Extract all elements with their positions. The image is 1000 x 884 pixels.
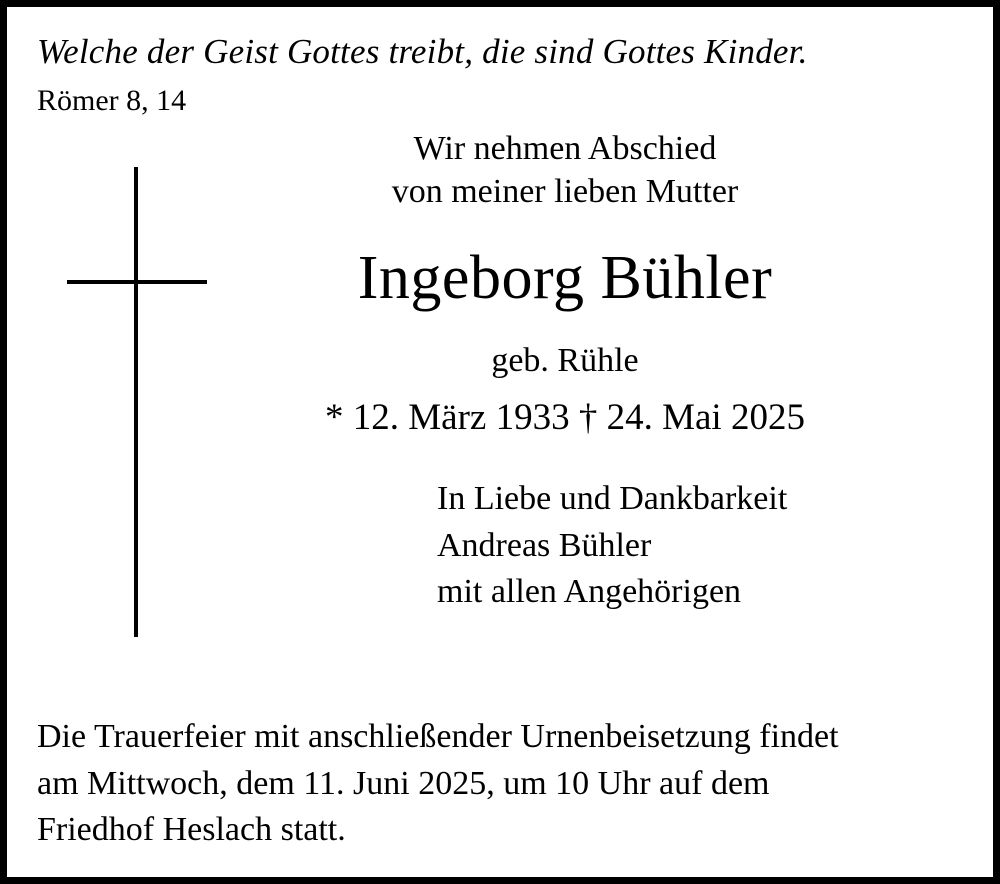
mourners-line-2: Andreas Bühler — [437, 526, 652, 564]
maiden-name: geb. Rühle — [491, 342, 639, 380]
deceased-name: Ingeborg Bühler — [357, 243, 773, 312]
mourners-line-3: mit allen Angehörigen — [437, 573, 742, 611]
bible-verse: Welche der Geist Gottes treibt, die sind Gottes Kinder. — [37, 32, 808, 71]
farewell-line-1: Wir nehmen Abschied — [413, 129, 717, 167]
funeral-line-2: am Mittwoch, dem 11. Juni 2025, um 10 Uhr auf dem — [37, 764, 770, 802]
mourners-line-1: In Liebe und Dankbarkeit — [437, 480, 788, 518]
cross-icon — [67, 167, 207, 637]
life-dates: * 12. März 1933 † 24. Mai 2025 — [325, 396, 805, 438]
funeral-line-3: Friedhof Heslach statt. — [37, 810, 346, 848]
funeral-details — [37, 714, 963, 853]
cross-vertical-bar — [134, 167, 138, 637]
farewell-line-2: von meiner lieben Mutter — [391, 173, 739, 211]
cross-horizontal-bar — [67, 280, 207, 284]
funeral-line-1: Die Trauerfeier mit anschließender Urnenbeisetzung findet — [37, 718, 839, 756]
farewell-text — [167, 127, 963, 214]
obituary-body — [37, 127, 963, 687]
bible-verse-reference: Römer 8, 14 — [37, 83, 187, 117]
